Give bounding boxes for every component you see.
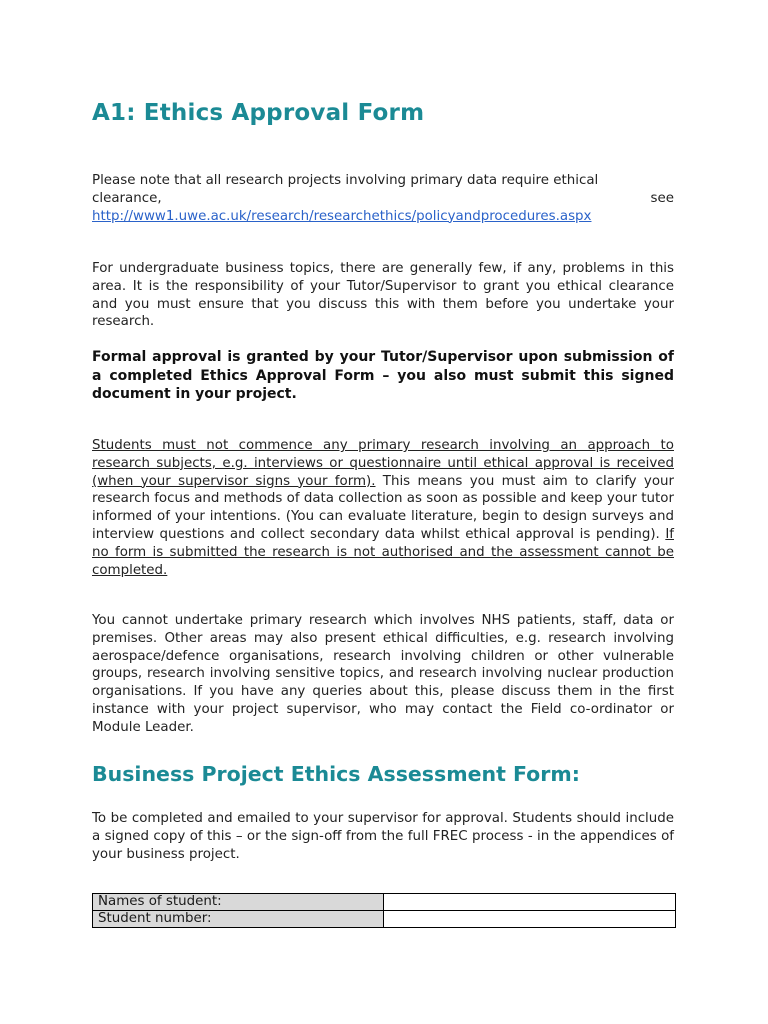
students-paragraph (92, 437, 674, 579)
intro-line-2 (92, 190, 674, 208)
policy-link[interactable]: http://www1.uwe.ac.uk/research/researchethics/policyandprocedures.aspx (92, 208, 592, 224)
student-details-table (92, 893, 676, 928)
intro-word-clearance: clearance, (92, 190, 162, 206)
page-title: A1: Ethics Approval Form (92, 100, 425, 126)
nhs-paragraph: You cannot undertake primary research which involves NHS patients, staff, data or premises. Other areas may also present ethical difficulties, e.g. research involving aerospace/defence organisations, research involving children or other vulnerable groups, research involving sensitive topics, and research involving nuclear production organisations. If you have any queries about this, please discuss them in the first instance with your project supervisor, who may contact the Field co-ordinator or Module Leader. (92, 613, 674, 735)
students-underlined-start: Students must not commence any primary research involving an approach to research subjects, e.g. interviews or questionnaire until ethical approval is received (when your supervisor signs your form). (92, 438, 674, 489)
student-number-field[interactable] (384, 911, 676, 928)
intro-line-1: Please note that all research projects involving primary data require ethical (92, 173, 599, 188)
table-row (93, 911, 676, 928)
students-underlined-end: If no form is submitted the research is not authorised and the assessment cannot be completed. (92, 526, 674, 578)
student-number-label: Student number: (93, 911, 384, 928)
formal-approval-paragraph: Formal approval is granted by your Tutor/Supervisor upon submission of a completed Ethics Approval Form – you also must submit this signed document in your project. (92, 349, 674, 402)
names-of-student-field[interactable] (384, 894, 676, 911)
section-title: Business Project Ethics Assessment Form: (92, 762, 580, 786)
complete-paragraph: To be completed and emailed to your supervisor for approval. Students should include a signed copy of this – or the sign-off from the full FREC process - in the appendices of your business project. (92, 811, 674, 862)
names-of-student-label: Names of student: (93, 894, 384, 911)
undergrad-paragraph: For undergraduate business topics, there are generally few, if any, problems in this area. It is the responsibility of your Tutor/Supervisor to grant you ethical clearance and you must ensure that you discuss this with them before you undertake your research. (92, 261, 674, 330)
intro-word-see: see (650, 190, 674, 206)
intro-paragraph (92, 172, 674, 225)
table-row (93, 894, 676, 911)
students-middle: This means you must aim to clarify your research focus and methods of data collection as soon as possible and keep your tutor informed of your intentions. (You can evaluate literature, begin to design surveys and interview questions and collect secondary data whilst ethical approval is pending). (92, 473, 675, 542)
